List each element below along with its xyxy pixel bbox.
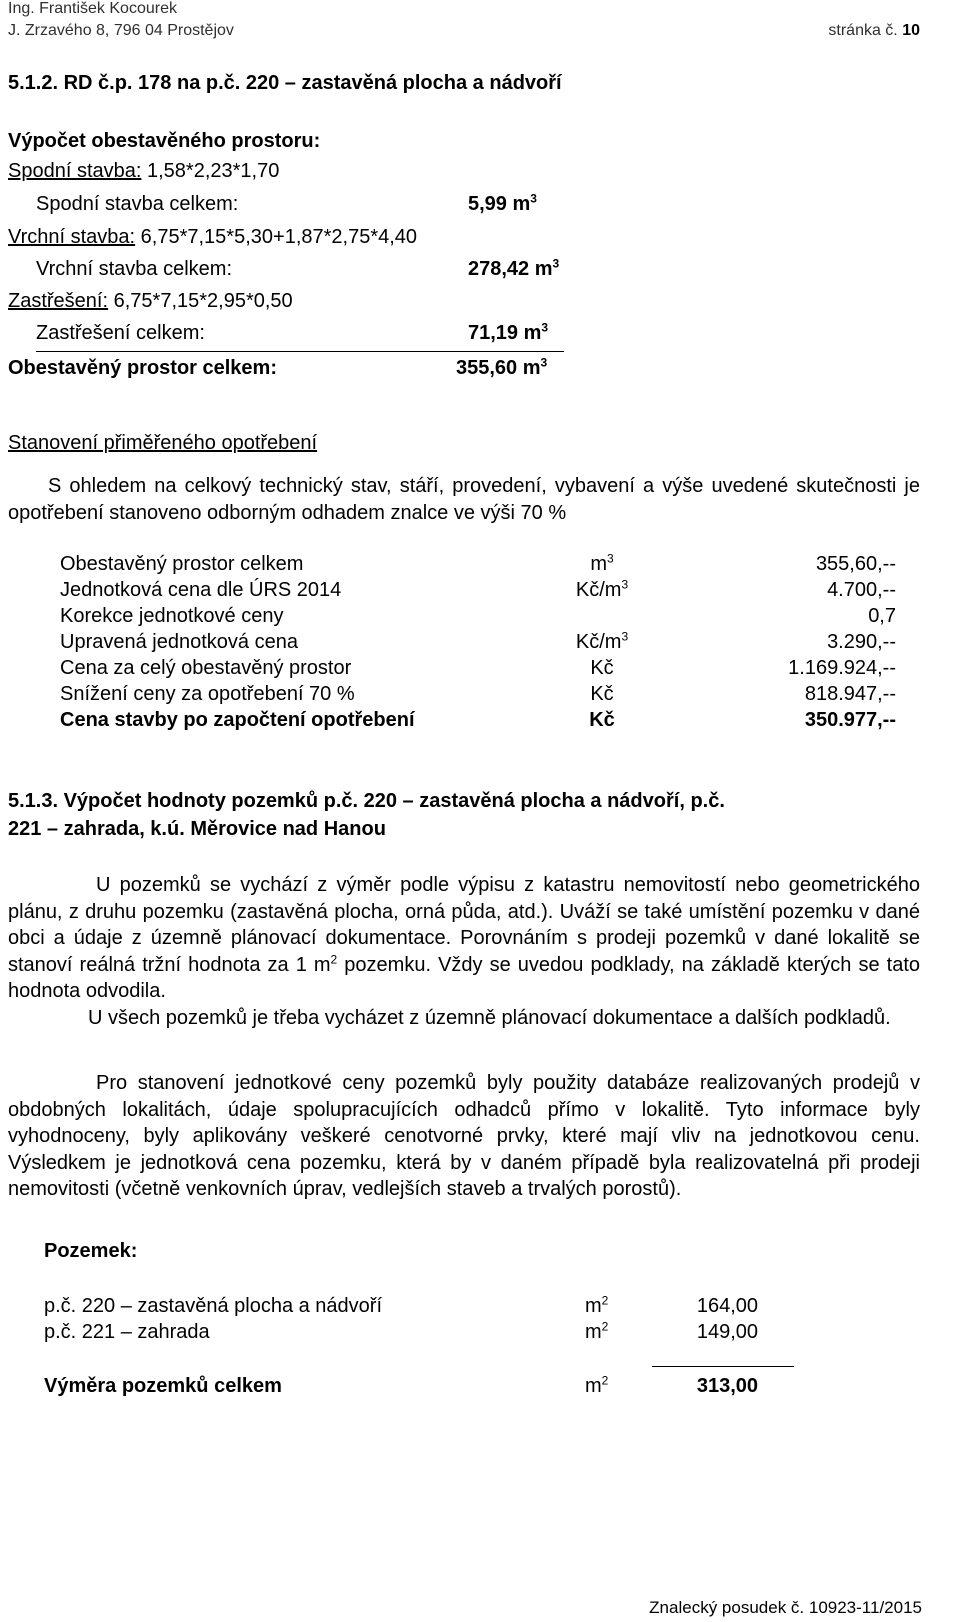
zastreseni-total-value: 71,19 $m^3$ [468, 320, 549, 344]
price-row-value: 1.169.924,-- [788, 657, 896, 679]
price-row-value: 3.290,-- [827, 631, 896, 653]
price-row-value: 0,7 [868, 605, 896, 627]
land-row-value: 164,00 [696, 1295, 758, 1317]
price-row-label: Upravená jednotková cena [60, 631, 298, 653]
obest-total-value: 355,60 $m^3$ [456, 355, 548, 379]
section-heading-513-line2: 221 – zahrada, k.ú. Měrovice nad Hanou [8, 818, 386, 840]
land-total-value: 313,00 [696, 1375, 758, 1397]
section-heading-512: 5.1.2. RD č.p. 178 na p.č. 220 – zastavěná plocha a nádvoří [8, 72, 562, 94]
price-row-label: Korekce jednotkové ceny [60, 605, 284, 627]
wear-heading: Stanovení přiměřeného opotřebení [8, 432, 318, 454]
land-row-unit: $m^2$ [585, 1293, 609, 1317]
spodni-total-value: 5,99 $m^3$ [468, 191, 537, 215]
vrchni-label: Vrchní stavba: [8, 226, 136, 248]
price-row-value: 355,60,-- [815, 553, 896, 575]
zastreseni-line [8, 290, 293, 313]
page-number: 10 [902, 22, 920, 39]
price-row-unit: Kč [589, 709, 615, 731]
price-row-unit: $m^3$ [590, 551, 614, 575]
vrchni-line [8, 226, 417, 249]
price-row-value: 350.977,-- [804, 709, 896, 731]
land-row-label: p.č. 221 – zahrada [44, 1321, 210, 1343]
price-row-unit: $Kč/m^3$ [575, 577, 629, 601]
page-number-label [828, 22, 920, 40]
spodni-formula: 1,58*2,23*1,70 [147, 160, 280, 182]
price-row-label: Obestavěný prostor celkem [60, 553, 304, 575]
price-row-label: Snížení ceny za opotřebení 70 % [60, 683, 355, 705]
vrchni-total-value: 278,42 $m^3$ [468, 256, 560, 280]
price-row-value: 818.947,-- [804, 683, 896, 705]
zastreseni-label: Zastřešení: [8, 290, 109, 312]
land-row-value: 149,00 [696, 1321, 758, 1343]
price-row-label: Jednotková cena dle ÚRS 2014 [60, 579, 342, 601]
price-row-value: 4.700,-- [827, 579, 896, 601]
spodni-label: Spodní stavba: [8, 160, 142, 182]
spodni-line [8, 160, 279, 183]
section-heading-513-line1: 5.1.3. Výpočet hodnoty pozemků p.č. 220 – zastavěná plocha a nádvoří, p.č. [8, 790, 725, 812]
obest-total-label: Obestavěný prostor celkem: [8, 357, 277, 379]
zastreseni-total-label: Zastřešení celkem: [36, 322, 205, 344]
page-label: stránka č. [828, 22, 898, 39]
price-row-unit: $Kč/m^3$ [575, 629, 629, 653]
header-address: J. Zrzavého 8, 796 04 Prostějov [8, 22, 234, 39]
price-row-unit: Kč [590, 657, 614, 679]
land-row-label: p.č. 220 – zastavěná plocha a nádvoří [44, 1295, 383, 1317]
land-paragraph-1: U pozemků se vychází z výměr podle výpisu z katastru nemovitostí nebo geometrického plánu, z druhu pozemku (zastavěná plocha, orná půda, atd.). Uváží se také umístění pozemku v dané obci a údaje z územně plánovací dokumentace. Porovnáním s prodeji pozemků v dané lokalitě se stanoví reálná tržní hodnota za 1 $m^2$ pozemku. Vždy se uvedou podklady, na základě kterých se tato hodnota odvodila. U všech pozemků je třeba vycházet z územně plánovací dokumentace a dalších podkladů. [8, 872, 920, 1031]
land-total-label: Výměra pozemků celkem [44, 1375, 282, 1397]
vrchni-total-label: Vrchní stavba celkem: [36, 258, 233, 280]
price-row-label: Cena za celý obestavěný prostor [60, 657, 352, 679]
land-total-unit: $m^2$ [585, 1373, 609, 1397]
land-heading: Pozemek: [44, 1240, 138, 1262]
wear-paragraph: S ohledem na celkový technický stav, stáří, provedení, vybavení a výše uvedené skutečnosti je opotřebení stanoveno odborným odhadem znalce ve výši 70 % [8, 475, 920, 524]
land-paragraph-3: Pro stanovení jednotkové ceny pozemků byly použity databáze realizovaných prodejů v obdobných lokalitách, údaje spolupracujících odhadců přímo v lokalitě. Tyto informace byly vyhodnoceny, byly aplikovány veškeré cenotvorné prvky, které mají vliv na jednotkovou cenu. Výsledkem je jednotková cena pozemku, která by v daném případě byla realizovatelná při prodeji nemovitosti (včetně venkovních úprav, vedlejších staveb a trvalých porostů). [8, 1072, 920, 1200]
land-paragraph-2: U všech pozemků je třeba vycházet z územně plánovací dokumentace a dalších podkladů. [88, 1006, 891, 1029]
header-author: Ing. František Kocourek [8, 0, 177, 17]
footer-text: Znalecký posudek č. 10923-11/2015 [649, 1598, 922, 1617]
subtotal-rule [36, 351, 564, 352]
price-row-unit: Kč [590, 683, 614, 705]
land-row-unit: $m^2$ [585, 1319, 609, 1343]
price-row-label: Cena stavby po započtení opotřebení [60, 709, 415, 731]
land-total-rule [652, 1366, 794, 1367]
spodni-total-label: Spodní stavba celkem: [36, 193, 239, 215]
vrchni-formula: 6,75*7,15*5,30+1,87*2,75*4,40 [140, 226, 418, 248]
zastreseni-formula: 6,75*7,15*2,95*0,50 [113, 290, 293, 312]
calc-title: Výpočet obestavěného prostoru: [8, 130, 321, 152]
